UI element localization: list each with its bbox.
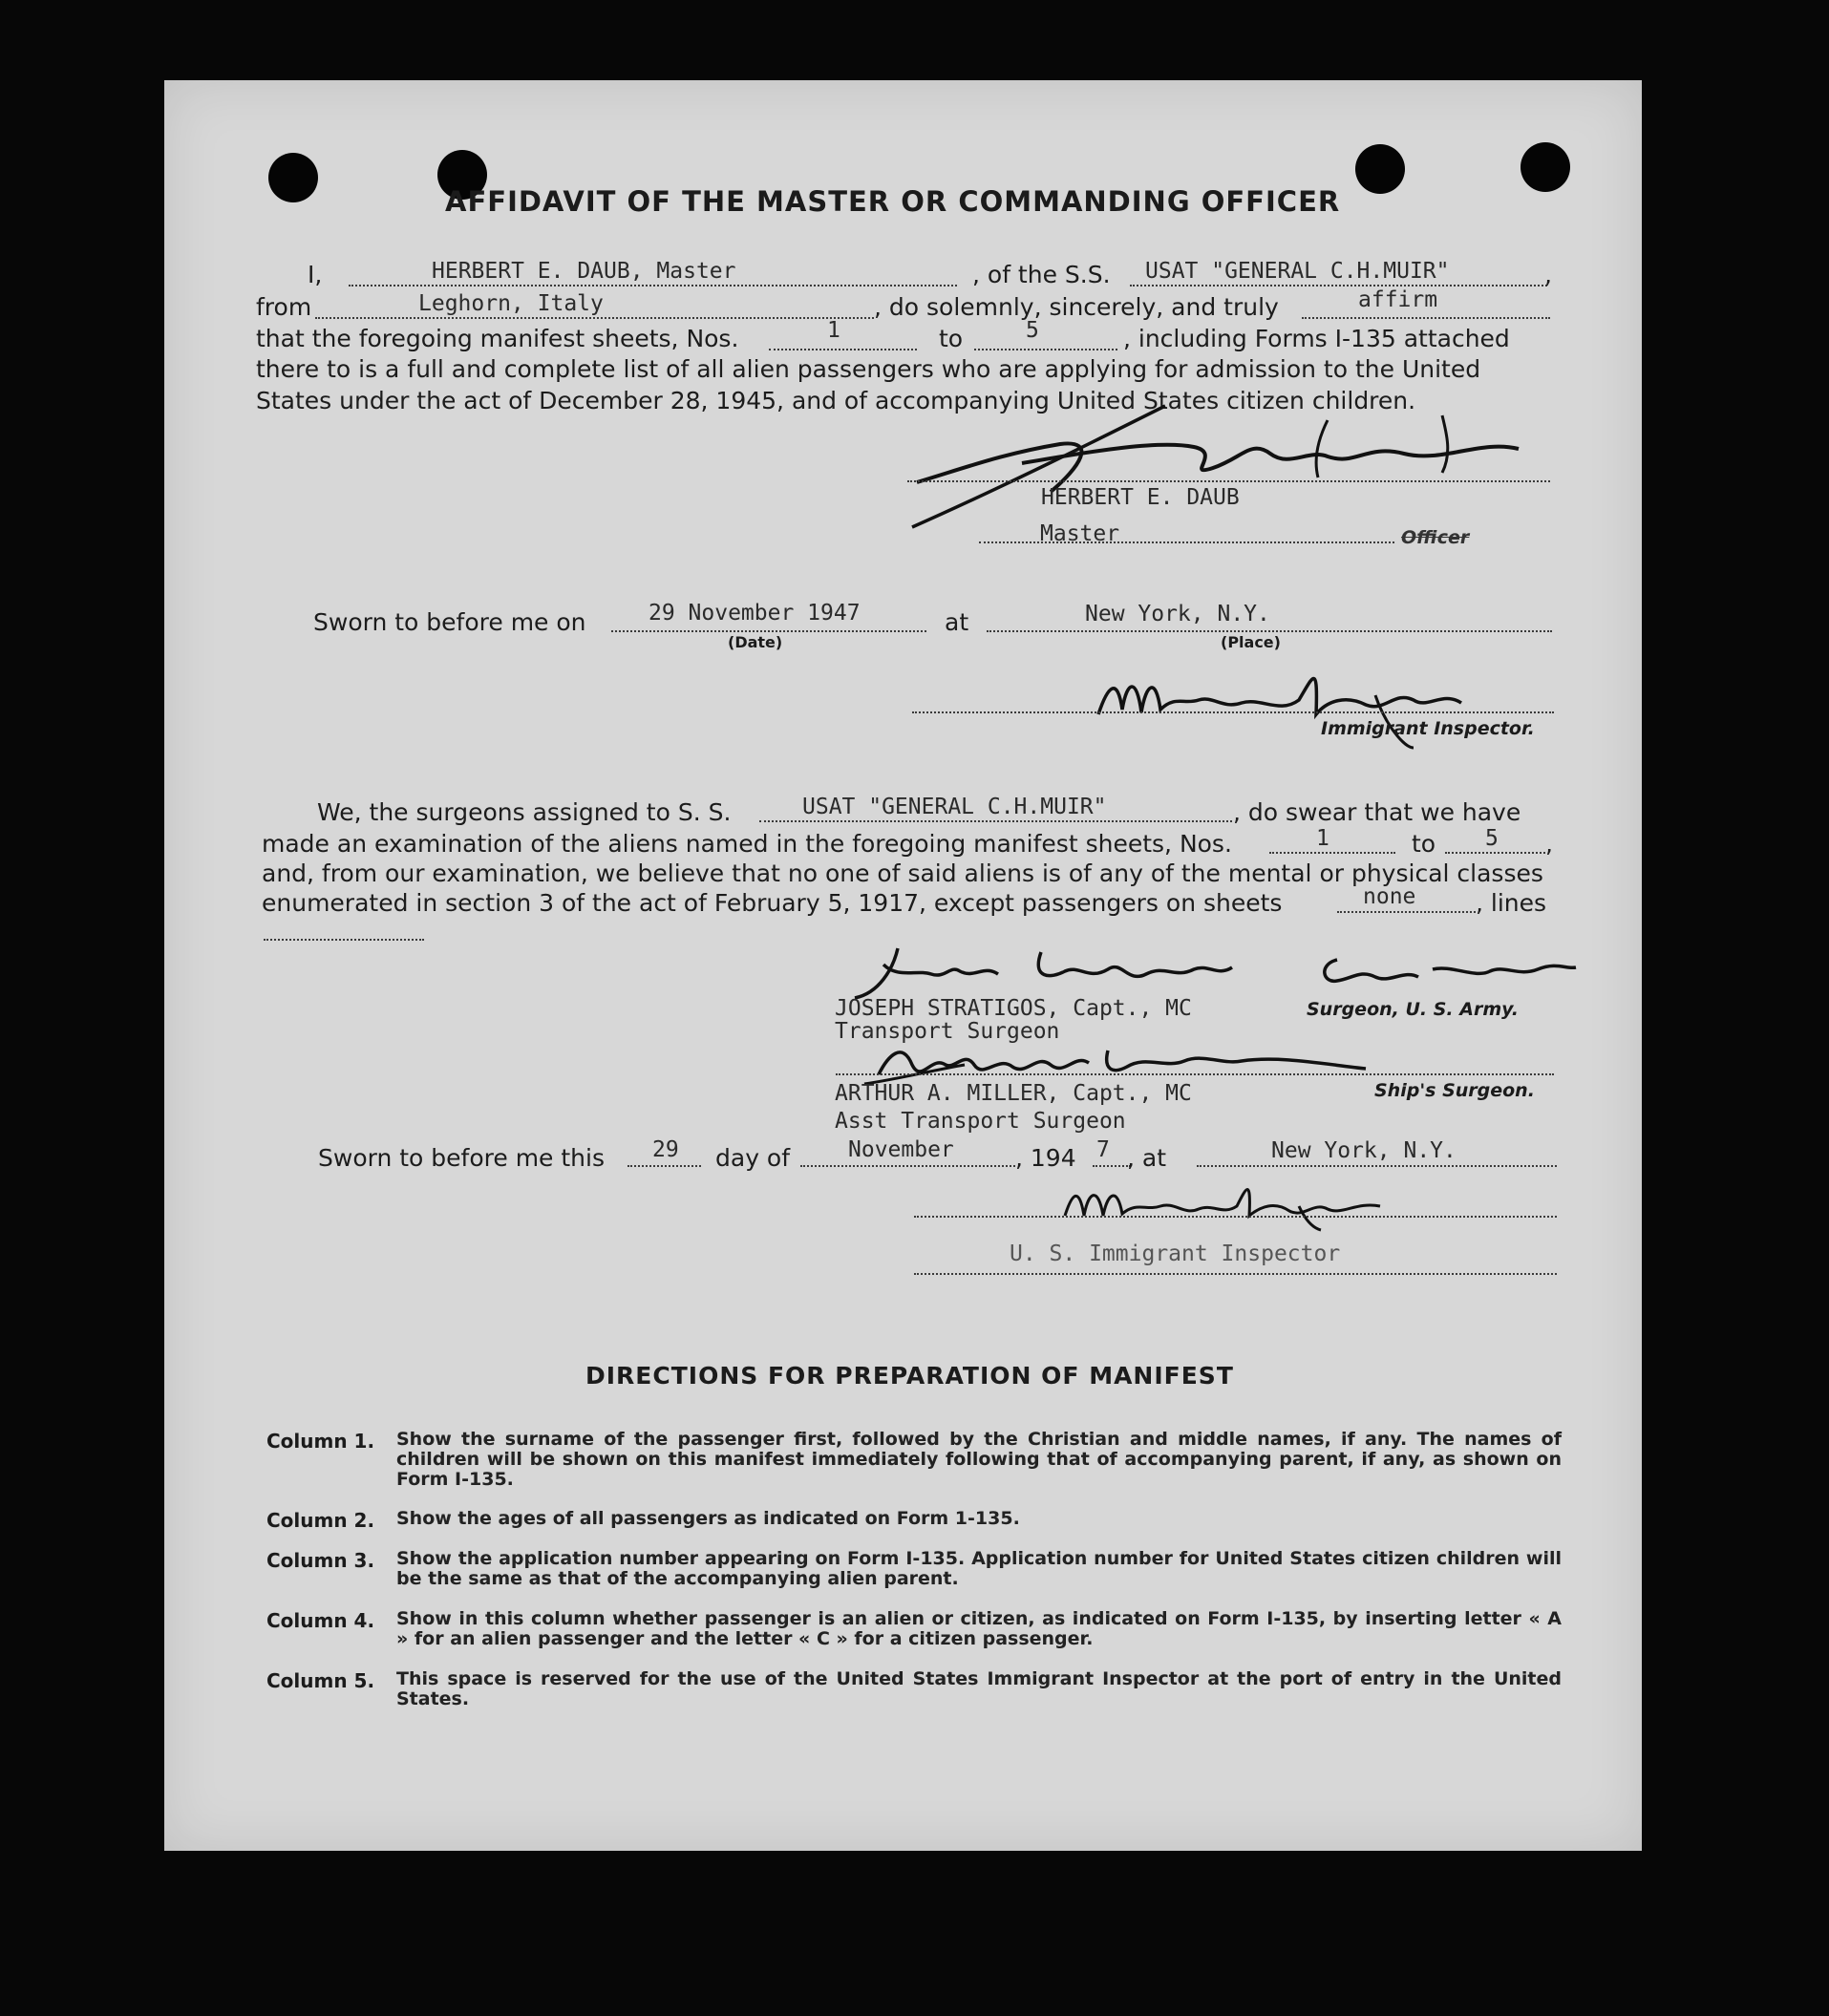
- sworn-day: 29: [652, 1137, 679, 1162]
- sworn-surgeons-place: New York, N.Y.: [1271, 1138, 1457, 1163]
- master-signature: [907, 401, 1557, 535]
- affidavit-i: I,: [308, 261, 323, 288]
- affidavit-title: AFFIDAVIT OF THE MASTER OR COMMANDING OFFICER: [445, 185, 1341, 218]
- sworn-master-prefix: Sworn to before me on: [313, 608, 586, 636]
- surgeon1-name: JOSEPH STRATIGOS, Capt., MC: [835, 996, 1192, 1021]
- affidavit-solemnly: , do solemnly, sincerely, and truly: [874, 293, 1279, 321]
- oath-word: affirm: [1358, 287, 1438, 312]
- sheet-from-line: [769, 349, 917, 350]
- column-4-text: Show in this column whether passenger is an alien or citizen, as indicated on Form I-135, by inserting letter « A » for an alien passenger and the letter « C » for a citizen passenger.: [396, 1608, 1562, 1649]
- sheet-to-line: [974, 349, 1117, 350]
- surgeons-line2: made an examination of the aliens named in the foregoing manifest sheets, Nos.: [262, 830, 1232, 858]
- surgeons-to: to: [1412, 830, 1436, 858]
- master-name-line: [349, 285, 957, 286]
- affidavit-line3-end: , including Forms I-135 attached: [1123, 325, 1510, 352]
- sheet-from: 1: [827, 318, 840, 343]
- sworn-day-of: day of: [715, 1144, 791, 1172]
- port-line: [315, 317, 874, 319]
- surgeons-sheet-from-line: [1269, 852, 1395, 854]
- surgeon2-label: Ship's Surgeon.: [1374, 1080, 1535, 1101]
- column-1-text: Show the surname of the passenger first, followed by the Christian and middle names, if any. The names of children will be shown on this manifest immediately following that of accompanying parent, if any, as shown on Form I-135.: [396, 1429, 1562, 1490]
- column-1-label: Column 1.: [266, 1430, 375, 1453]
- sheet-to: 5: [1026, 318, 1039, 343]
- master-typed-name: HERBERT E. DAUB: [1041, 485, 1240, 510]
- surgeons-line4-end: , lines: [1476, 889, 1547, 917]
- vessel-line: [1130, 285, 1547, 286]
- affidavit-to: to: [939, 325, 964, 352]
- punch-hole: [1521, 142, 1570, 192]
- inspector-typed: U. S. Immigrant Inspector: [1010, 1241, 1341, 1266]
- oath-line: [1302, 317, 1550, 319]
- surgeons-line3: and, from our examination, we believe that no one of said aliens is of any of the mental or physical classes: [262, 859, 1543, 887]
- punch-hole: [1355, 144, 1405, 194]
- column-2-label: Column 2.: [266, 1509, 375, 1532]
- directions-title: DIRECTIONS FOR PREPARATION OF MANIFEST: [585, 1362, 1234, 1390]
- surgeons-sheet-to-line: [1445, 852, 1545, 854]
- sworn-surgeons-place-line: [1197, 1165, 1557, 1167]
- sworn-place: New York, N.Y.: [1085, 602, 1270, 626]
- affidavit-line3: that the foregoing manifest sheets, Nos.: [256, 325, 739, 352]
- surgeon1-label: Surgeon, U. S. Army.: [1307, 999, 1519, 1020]
- lines-blank: [264, 939, 424, 941]
- sworn-year-digit: 7: [1096, 1137, 1110, 1162]
- surgeons-line2-end: ,: [1545, 830, 1553, 858]
- surgeons-line1: We, the surgeons assigned to S. S.: [317, 798, 732, 826]
- surgeon2-role: Asst Transport Surgeon: [835, 1109, 1126, 1134]
- column-5-text: This space is reserved for the use of the United States Immigrant Inspector at the port of entry in the United States.: [396, 1668, 1562, 1709]
- sworn-surgeons-at: , at: [1127, 1144, 1167, 1172]
- punch-hole: [268, 153, 318, 202]
- inspector-signature-line: [912, 711, 1554, 713]
- surgeons-line4: enumerated in section 3 of the act of February 5, 1917, except passengers on sheets: [262, 889, 1283, 917]
- inspector-signature-2-line: [914, 1216, 1557, 1218]
- column-2-text: Show the ages of all passengers as indicated on Form 1-135.: [396, 1508, 1020, 1529]
- officer-label: Officer: [1401, 527, 1470, 548]
- inspector-signature-2: [1055, 1173, 1399, 1230]
- surgeons-sheet-to: 5: [1485, 826, 1499, 851]
- sworn-year-prefix: , 194: [1015, 1144, 1076, 1172]
- affidavit-line1-end: ,: [1544, 261, 1552, 288]
- sworn-at: at: [945, 608, 969, 636]
- sworn-surgeons-prefix: Sworn to before me this: [318, 1144, 605, 1172]
- surgeon1-role: Transport Surgeon: [835, 1019, 1060, 1044]
- except-sheets: none: [1363, 884, 1416, 909]
- place-caption: (Place): [1221, 633, 1281, 651]
- sworn-date-line: [611, 630, 926, 632]
- sworn-place-line: [987, 630, 1552, 632]
- column-3-label: Column 3.: [266, 1549, 375, 1572]
- master-title: Master: [1040, 521, 1120, 546]
- sworn-date: 29 November 1947: [649, 601, 861, 626]
- vessel-name: USAT "GENERAL C.H.MUIR": [1145, 259, 1450, 284]
- master-name: HERBERT E. DAUB, Master: [432, 259, 736, 284]
- port-from: Leghorn, Italy: [418, 291, 604, 316]
- affidavit-from: from: [256, 293, 312, 321]
- affidavit-line4: there to is a full and complete list of all alien passengers who are applying for admission to the United: [256, 355, 1481, 383]
- affidavit-line5: States under the act of December 28, 1945, and of accompanying United States citizen children.: [256, 387, 1416, 414]
- except-sheets-line: [1337, 911, 1476, 913]
- sworn-month: November: [848, 1137, 954, 1162]
- column-5-label: Column 5.: [266, 1669, 375, 1692]
- affidavit-of-ss: , of the S.S.: [972, 261, 1111, 288]
- sworn-year-line: [1093, 1165, 1131, 1167]
- master-signature-line: [907, 480, 1550, 482]
- column-4-label: Column 4.: [266, 1609, 375, 1632]
- inspector-typed-line: [914, 1273, 1557, 1275]
- surgeons-vessel: USAT "GENERAL C.H.MUIR": [802, 795, 1107, 819]
- column-3-text: Show the application number appearing on Form I-135. Application number for United States citizen children will be the same as that of the accompanying alien parent.: [396, 1548, 1562, 1589]
- date-caption: (Date): [728, 633, 783, 651]
- surgeons-sheet-from: 1: [1316, 826, 1329, 851]
- surgeons-vessel-line: [759, 820, 1232, 822]
- surgeon2-signature-line: [836, 1073, 1554, 1075]
- surgeons-line1-end: , do swear that we have: [1233, 798, 1521, 826]
- sworn-day-line: [627, 1165, 701, 1167]
- surgeon2-name: ARTHUR A. MILLER, Capt., MC: [835, 1081, 1192, 1106]
- sworn-month-line: [800, 1165, 1015, 1167]
- immigrant-inspector-label: Immigrant Inspector.: [1321, 718, 1535, 739]
